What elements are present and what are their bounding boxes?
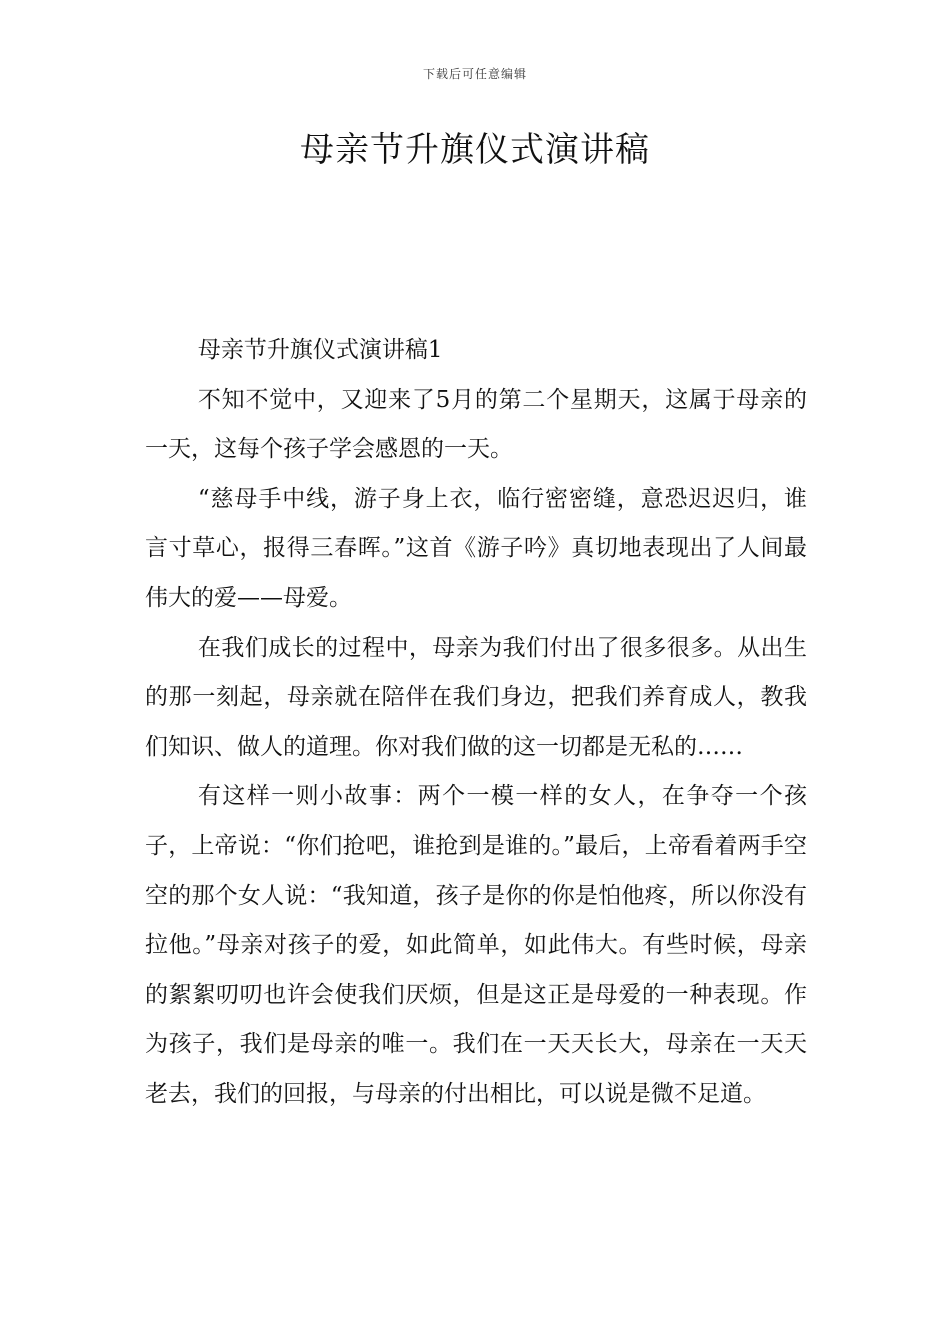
paragraph: “慈母手中线，游子身上衣，临行密密缝，意恐迟迟归，谁言寸草心，报得三春晖。”这首《游子吟》真切地表现出了人间最伟大的爱——母爱。 [145,485,807,611]
document-body [145,326,807,1120]
paragraph: 有这样一则小故事：两个一模一样的女人，在争夺一个孩子，上帝说：“你们抢吧，谁抢到是谁的。”最后，上帝看着两手空空的那个女人说：“我知道，孩子是你的你是怕他疼，所以你没有拉他。”母亲对孩子的爱，如此简单，如此伟大。有些时候，母亲的絮絮叨叨也许会使我们厌烦，但是这正是母爱的一种表现。作为孩子，我们是母亲的唯一。我们在一天天长大，母亲在一天天老去，我们的回报，与母亲的付出相比，可以说是微不足道。 [145,783,807,1107]
paragraph: 不知不觉中，又迎来了5月的第二个星期天，这属于母亲的一天，这每个孩子学会感恩的一天。 [145,386,807,463]
document-title: 母亲节升旗仪式演讲稿 [300,130,650,170]
header-note: 下载后可任意编辑 [422,67,527,81]
paragraph: 在我们成长的过程中，母亲为我们付出了很多很多。从出生的那一刻起，母亲就在陪伴在我们身边，把我们养育成人，教我们知识、做人的道理。你对我们做的这一切都是无私的…… [145,634,807,760]
section-heading: 母亲节升旗仪式演讲稿1 [197,337,443,363]
